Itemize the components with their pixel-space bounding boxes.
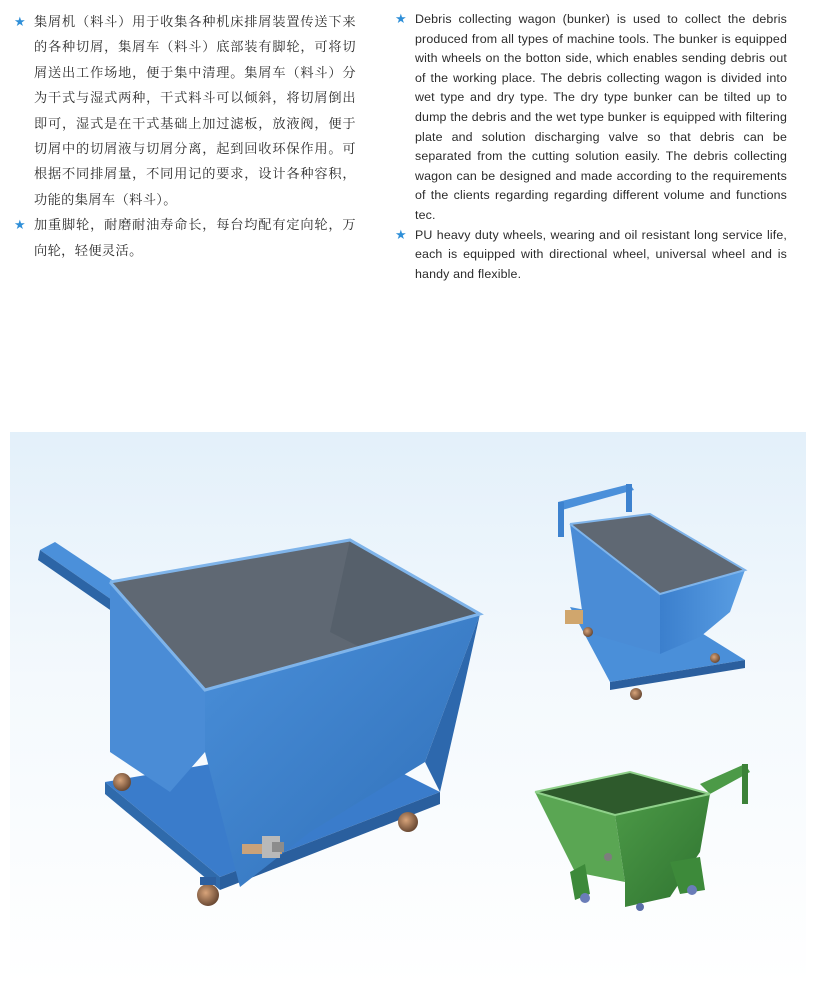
small-blue-wagon-image [558, 484, 745, 700]
list-item [395, 226, 787, 285]
zh-bullet-2-text: 加重脚轮，耐磨耐油寿命长，每台均配有定向轮，万向轮，轻便灵活。 [34, 218, 356, 259]
star-icon: ★ [395, 12, 407, 27]
en-bullet-1-text: Debris collecting wagon (bunker) is used to collect the debris produced from all types of machine tools. The bunker is equipped with wheels on the botton side, which enables sending debris out of the working place. The debris collecting wagon is divided into wet type and dry type. The dry type bunker can be tilted up to dump the debris and the wet type bunker is equipped with filtering plate and solution discharging valve so that debris can be separated from the cutting solution easily. The debris collecting wagon can be designed and made according to the requirements of the clients regarding regarding different volume and functions tec. [415, 12, 787, 222]
chinese-description [14, 10, 356, 264]
list-item [395, 10, 787, 226]
en-bullet-2-text: PU heavy duty wheels, wearing and oil resistant long service life, each is equipped with directional wheel, universal wheel and is handy and flexible. [415, 227, 787, 281]
star-icon: ★ [395, 227, 407, 243]
green-wagon-image [535, 764, 750, 911]
large-blue-wagon-image [38, 540, 480, 906]
product-photo-panel [10, 432, 806, 985]
list-item [14, 10, 356, 213]
star-icon: ★ [14, 218, 26, 234]
english-description [395, 10, 787, 284]
star-icon: ★ [14, 15, 26, 30]
zh-bullet-1-text: 集屑机（料斗）用于收集各种机床排屑装置传送下来的各种切屑，集屑车（料斗）底部装有脚轮，可将切屑送出工作场地，便于集中清理。集屑车（料斗）分为干式与湿式两种，干式料斗可以倾斜，将切屑倒出即可，湿式是在干式基础上加过滤板，放液阀，便于切屑中的切屑液与切屑分离，起到回收环保作用。可根据不同排屑量，不同用记的要求，设计各种容积，功能的集屑车（料斗）。 [34, 15, 356, 208]
list-item [14, 213, 356, 264]
